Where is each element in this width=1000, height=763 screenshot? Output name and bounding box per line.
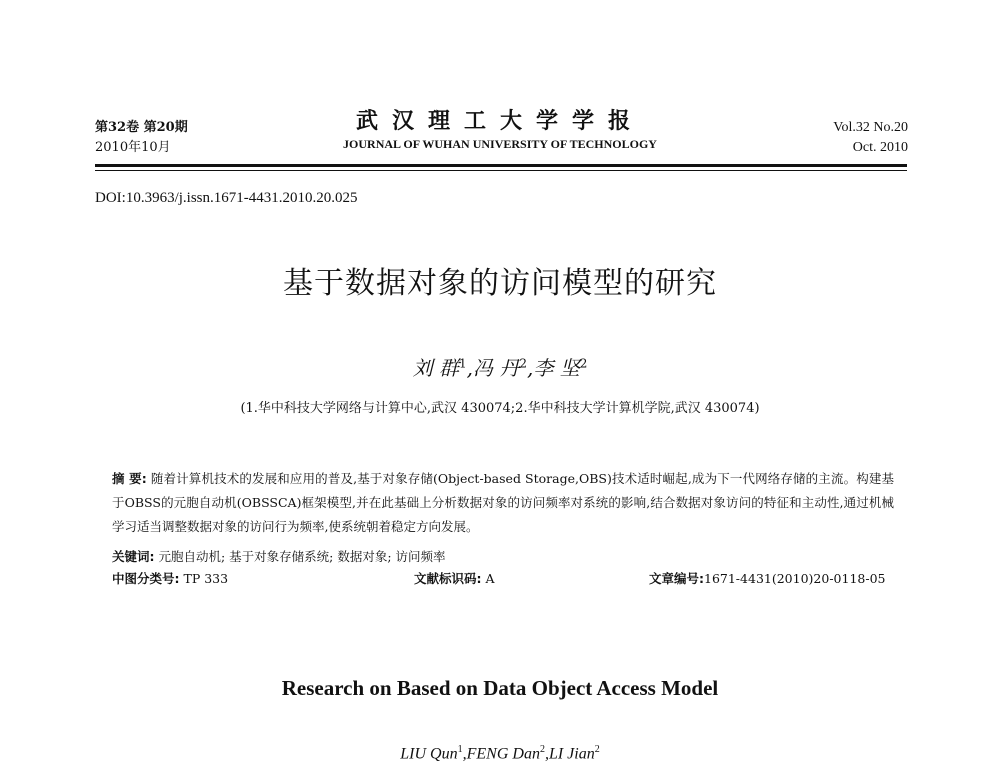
- date-zh: 2010年10月: [95, 140, 171, 155]
- author-separator: ,: [544, 745, 549, 763]
- author-affiliation-mark: 2: [519, 356, 527, 371]
- author-affiliation-mark: 2: [579, 356, 588, 371]
- author-separator: ,: [527, 356, 534, 380]
- author-name: 刘 群: [412, 356, 459, 380]
- author-name-en: LIU Qun: [400, 745, 458, 763]
- clc-label: 中图分类号:: [112, 571, 180, 586]
- author-list-zh: [0, 352, 1000, 381]
- affiliations: (1.华中科技大学网络与计算中心,武汉 430074;2.华中科技大学计算机学院,武汉 430074): [240, 401, 760, 416]
- keywords-label: 关键词:: [112, 549, 155, 564]
- document-code-value: A: [485, 571, 495, 586]
- author-name: 冯 丹: [473, 356, 520, 380]
- author-name-en: FENG Dan: [466, 745, 540, 763]
- volume-issue-zh: 第32卷 第20期: [95, 120, 188, 135]
- journal-issue-info-en: [833, 118, 908, 158]
- document-code-label: 文献标识码:: [414, 571, 482, 586]
- author-list-en: [0, 744, 1000, 763]
- abstract-zh: [112, 467, 894, 539]
- paper-title-en: Research on Based on Data Object Access Model: [281, 676, 719, 700]
- journal-name-zh: 武汉理工大学学报: [355, 108, 644, 134]
- abstract-text: 随着计算机技术的发展和应用的普及,基于对象存储(Object-based Storage,OBS)技术适时崛起,成为下一代网络存储的主流。构建基于OBSS的元胞自动机(OBSSCA)框架模型,并在此基础上分析数据对象的访问频率对系统的影响,结合数据对象访问的特征和主动性,通过机械学习适当调整数据对象的访问行为频率,使系统朝着稳定方向发展。: [112, 471, 894, 534]
- article-number-label: 文章编号:: [649, 571, 704, 586]
- author-affiliation-mark: 2: [594, 744, 600, 755]
- header-rule-thick: [95, 164, 907, 167]
- author-separator: ,: [462, 745, 467, 763]
- abstract-label: 摘 要:: [112, 471, 147, 486]
- volume-issue-en: Vol.32 No.20: [833, 120, 908, 135]
- keywords-text: 元胞自动机; 基于对象存储系统; 数据对象; 访问频率: [158, 549, 446, 564]
- clc-value: TP 333: [183, 571, 229, 586]
- doi: DOI:10.3963/j.issn.1671-4431.2010.20.025: [95, 190, 358, 206]
- date-en: Oct. 2010: [852, 140, 908, 155]
- journal-name-en: JOURNAL OF WUHAN UNIVERSITY OF TECHNOLOGY: [343, 137, 657, 151]
- paper-title-zh: 基于数据对象的访问模型的研究: [283, 266, 717, 301]
- article-number-value: 1671-4431(2010)20-0118-05: [704, 571, 886, 586]
- document-code: [414, 569, 495, 587]
- article-number: [649, 569, 885, 587]
- keywords-zh: [112, 547, 446, 565]
- author-name-en: LI Jian: [548, 745, 595, 763]
- author-name: 李 坚: [533, 356, 580, 380]
- author-affiliation-mark: 1: [459, 356, 467, 371]
- header-rule-thin: [95, 170, 907, 171]
- author-affiliation-mark: 1: [457, 744, 463, 755]
- clc-number: [112, 569, 228, 587]
- author-affiliation-mark: 2: [539, 744, 545, 755]
- author-separator: ,: [466, 356, 473, 380]
